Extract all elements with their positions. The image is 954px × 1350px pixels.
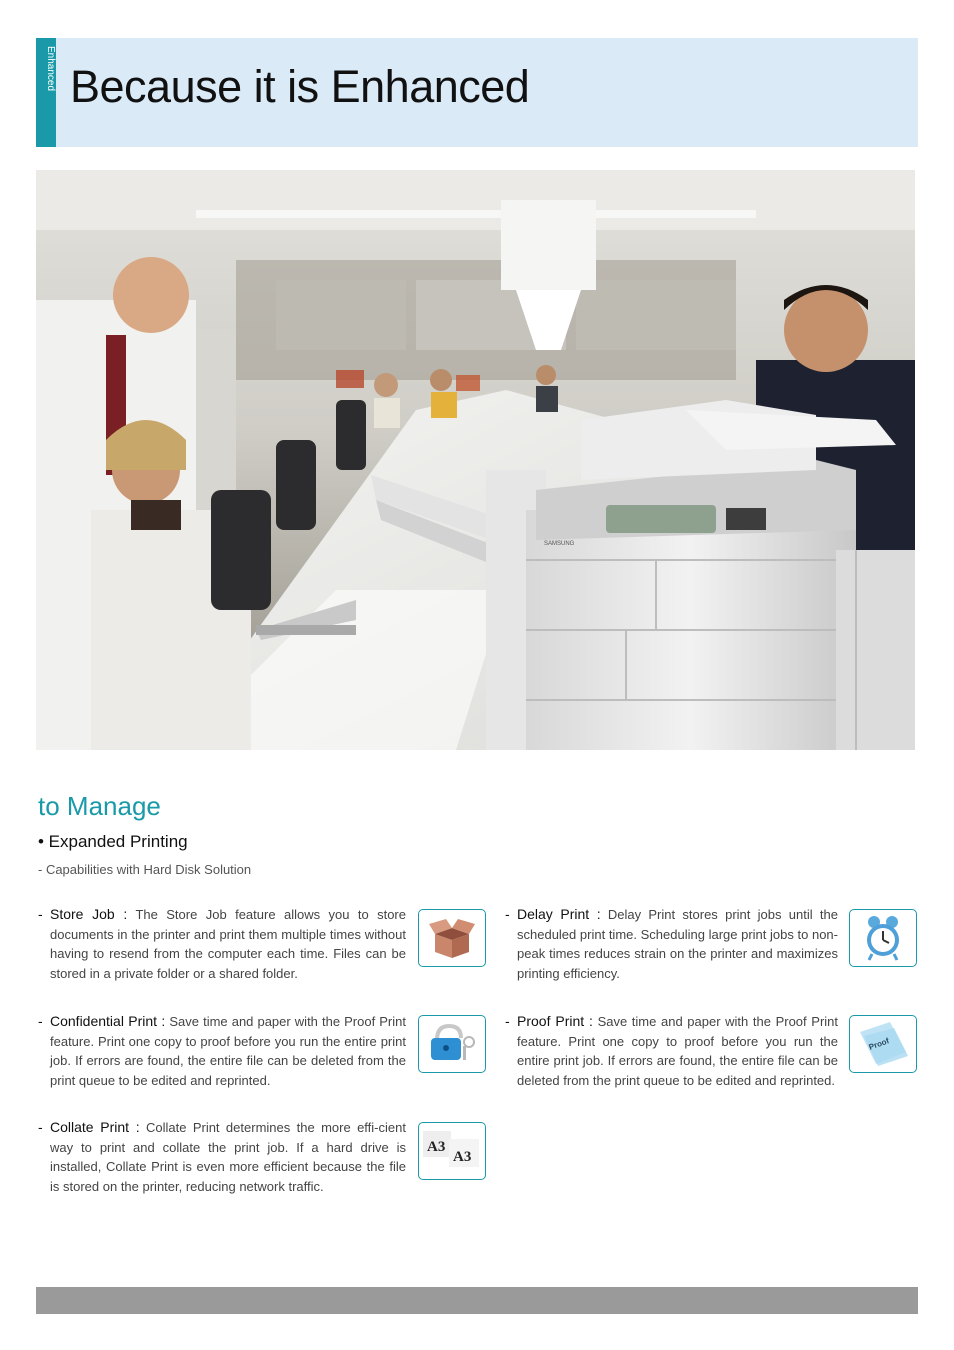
feature-description: Save time and paper with the Proof Print feature. Print one copy to proof before you run the entire print job. If errors are found, the entire file can be deleted from the print queue to be edited and reprinted. <box>517 1014 838 1088</box>
feature-confidential-print <box>38 1012 406 1090</box>
proof-label: Proof <box>867 1036 891 1052</box>
page-title-light: Because it is <box>70 61 331 112</box>
feature-collate-print <box>38 1118 406 1196</box>
feature-description: Save time and paper with the Proof Print feature. Print one copy to proof before you run the entire print job. If errors are found, the entire file can be deleted from the print queue to be edited and reprinted. <box>50 1014 406 1088</box>
feature-name: Proof Print : <box>517 1013 593 1029</box>
alarm-clock-icon <box>849 909 917 967</box>
feature-delay-print <box>505 905 838 983</box>
feature-name: Collate Print : <box>50 1119 140 1135</box>
a3-label-1: A3 <box>427 1139 446 1155</box>
a3-label-2: A3 <box>453 1149 472 1165</box>
feature-store-job <box>38 905 406 983</box>
feature-dash: - <box>505 906 510 922</box>
feature-name: Delay Print : <box>517 906 601 922</box>
feature-dash: - <box>38 906 43 922</box>
page-title-strong: Enhanced <box>330 61 530 112</box>
feature-description: Delay Print stores print jobs until the scheduled print time. Scheduling large print jobs to non-peak times reduces strain on the printer and maximizes printing efficiency. <box>517 907 838 981</box>
a3-sheets-icon <box>418 1122 486 1180</box>
proof-sheets-icon <box>849 1015 917 1073</box>
section-title: to Manage <box>38 791 161 821</box>
box-icon <box>418 909 486 967</box>
subsection-title: • Expanded Printing <box>38 832 188 851</box>
printer-brand: SAMSUNG <box>544 541 575 547</box>
feature-name: Store Job : <box>50 906 128 922</box>
side-tab <box>36 38 56 147</box>
feature-name: Confidential Print : <box>50 1013 166 1029</box>
photo-illustration <box>36 170 915 750</box>
feature-description: The Store Job feature allows you to store documents in the printer and print them multiple times without having to resend from the computer each time. Files can be stored in a private folder or a shared folder. <box>50 907 406 981</box>
page-title <box>70 62 529 112</box>
feature-dash: - <box>505 1013 510 1029</box>
subsection-note: - Capabilities with Hard Disk Solution <box>38 862 252 877</box>
feature-dash: - <box>38 1119 43 1135</box>
footer-bar <box>36 1287 918 1314</box>
feature-description: Collate Print determines the more effi-cient way to print and collate the print job. If a hard drive is installed, Collate Print is even more efficient because the file is stored on the printer, reducing network traffic. <box>50 1120 406 1194</box>
feature-dash: - <box>38 1013 43 1029</box>
side-tab-label: Enhanced <box>45 46 56 92</box>
feature-proof-print <box>505 1012 838 1090</box>
padlock-icon <box>418 1015 486 1073</box>
office-printer-photo <box>36 170 915 750</box>
